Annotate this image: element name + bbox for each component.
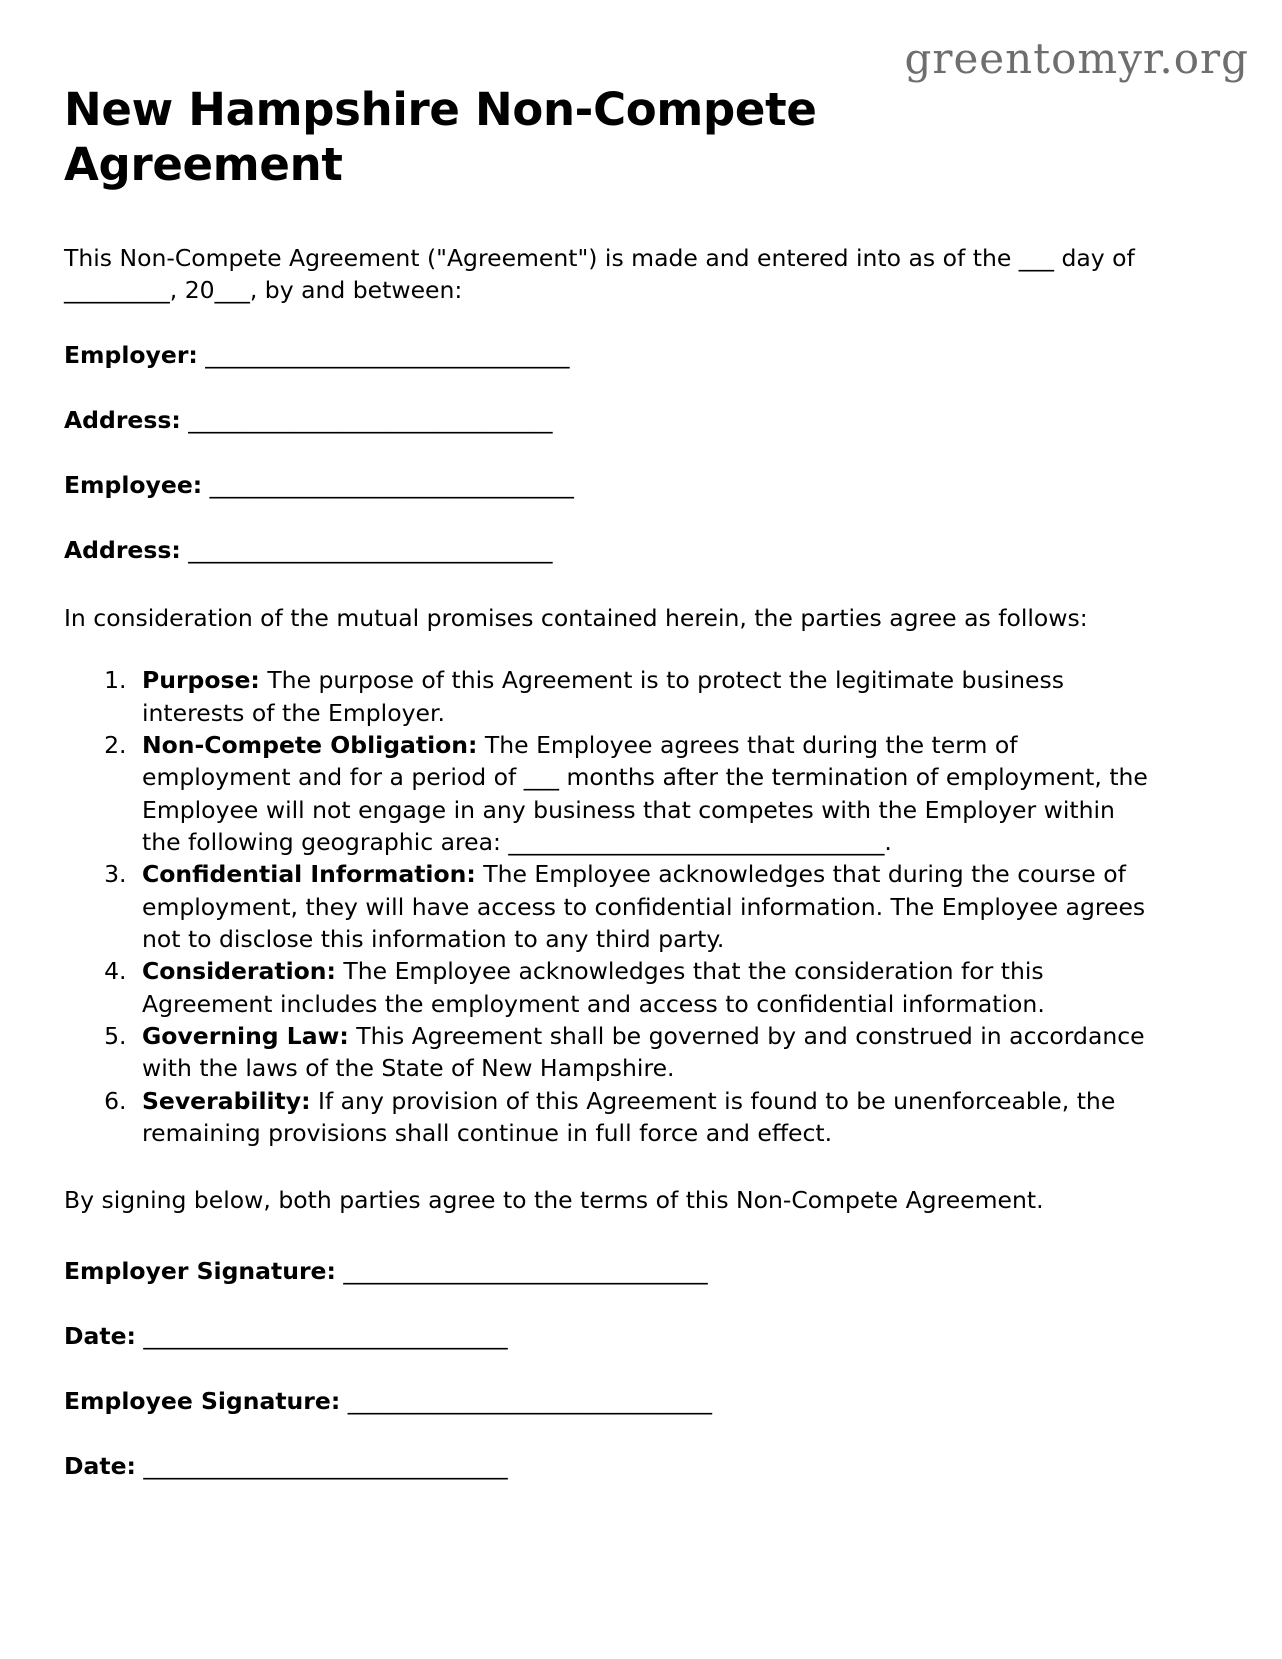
closing-paragraph: By signing below, both parties agree to the terms of this Non-Compete Agreement. <box>64 1186 1044 1215</box>
party-label-employer: Employer: <box>64 340 198 369</box>
clause-term: Purpose: <box>142 666 260 695</box>
party-field-employer-address <box>64 372 1154 437</box>
signature-blank-employee-date[interactable]: _______________________________ <box>143 1451 508 1480</box>
signature-blank-employer-date[interactable]: _______________________________ <box>143 1322 508 1351</box>
signature-label-employee-date: Date: <box>64 1451 136 1480</box>
page-title: New Hampshire Non-Compete Agreement <box>64 83 817 191</box>
party-label-employee: Employee: <box>64 470 203 499</box>
list-item <box>134 955 1154 1020</box>
clause-list <box>64 634 1154 1149</box>
consideration-lead-paragraph: In consideration of the mutual promises contained herein, the parties agree as follows: <box>64 603 1088 632</box>
party-blank-employer-address[interactable]: _______________________________ <box>188 405 553 434</box>
party-blank-employee-address[interactable]: _______________________________ <box>188 535 553 564</box>
document-body <box>64 0 1154 1483</box>
signature-label-employer-date: Date: <box>64 1322 136 1351</box>
party-field-employee <box>64 437 1154 502</box>
signature-block <box>64 1217 1154 1483</box>
list-item <box>134 858 1154 955</box>
clause-text: If any provision of this Agreement is found to be unenforceable, the remaining provisions shall continue in full force and effect. <box>142 1086 1116 1147</box>
clause-text: The purpose of this Agreement is to protect the legitimate business interests of the Employer. <box>142 666 1064 727</box>
clause-term: Confidential Information: <box>142 860 476 889</box>
list-item <box>134 729 1154 858</box>
site-watermark: greentomyr.org <box>904 34 1249 83</box>
list-item <box>134 1020 1154 1085</box>
party-field-employee-address <box>64 502 1154 567</box>
clause-term: Non-Compete Obligation: <box>142 731 478 760</box>
clause-text: The Employee acknowledges that the consideration for this Agreement includes the employment and access to confidential information. <box>142 957 1045 1018</box>
party-label-employer-address: Address: <box>64 405 181 434</box>
signature-label-employee: Employee Signature: <box>64 1387 341 1415</box>
list-item <box>134 664 1154 729</box>
signature-label-employer: Employer Signature: <box>64 1257 336 1286</box>
clause-term: Severability: <box>142 1086 311 1115</box>
list-item <box>134 1085 1154 1150</box>
clause-text: The Employee acknowledges that during the course of employment, they will have access to confidential information. The Employee agrees not to disclose this information to any third party. <box>142 860 1146 953</box>
party-label-employee-address: Address: <box>64 535 181 564</box>
signature-field-employer-date <box>64 1288 1154 1353</box>
signature-field-employee <box>64 1353 1154 1418</box>
clause-text: The Employee agrees that during the term of employment and for a period of ___ months after the termination of employment, the Employee will not engage in any business that competes with the Employer within the following geographic area: ________________________________. <box>142 731 1148 857</box>
party-blank-employer[interactable]: _______________________________ <box>205 340 570 369</box>
clause-term: Consideration: <box>142 957 336 986</box>
signature-blank-employer[interactable]: _______________________________ <box>343 1257 708 1286</box>
clause-text: This Agreement shall be governed by and construed in accordance with the laws of the State of New Hampshire. <box>142 1021 1145 1083</box>
signature-blank-employee[interactable]: _______________________________ <box>347 1387 712 1415</box>
party-blank-employee[interactable]: _______________________________ <box>209 470 574 499</box>
party-field-employer <box>64 307 1154 372</box>
signature-field-employer <box>64 1223 1154 1288</box>
signature-field-employee-date <box>64 1418 1154 1483</box>
intro-paragraph: This Non-Compete Agreement ("Agreement") is made and entered into as of the ___ day of _________, 20___, by and between: <box>64 243 1135 304</box>
clause-term: Governing Law: <box>142 1021 349 1050</box>
